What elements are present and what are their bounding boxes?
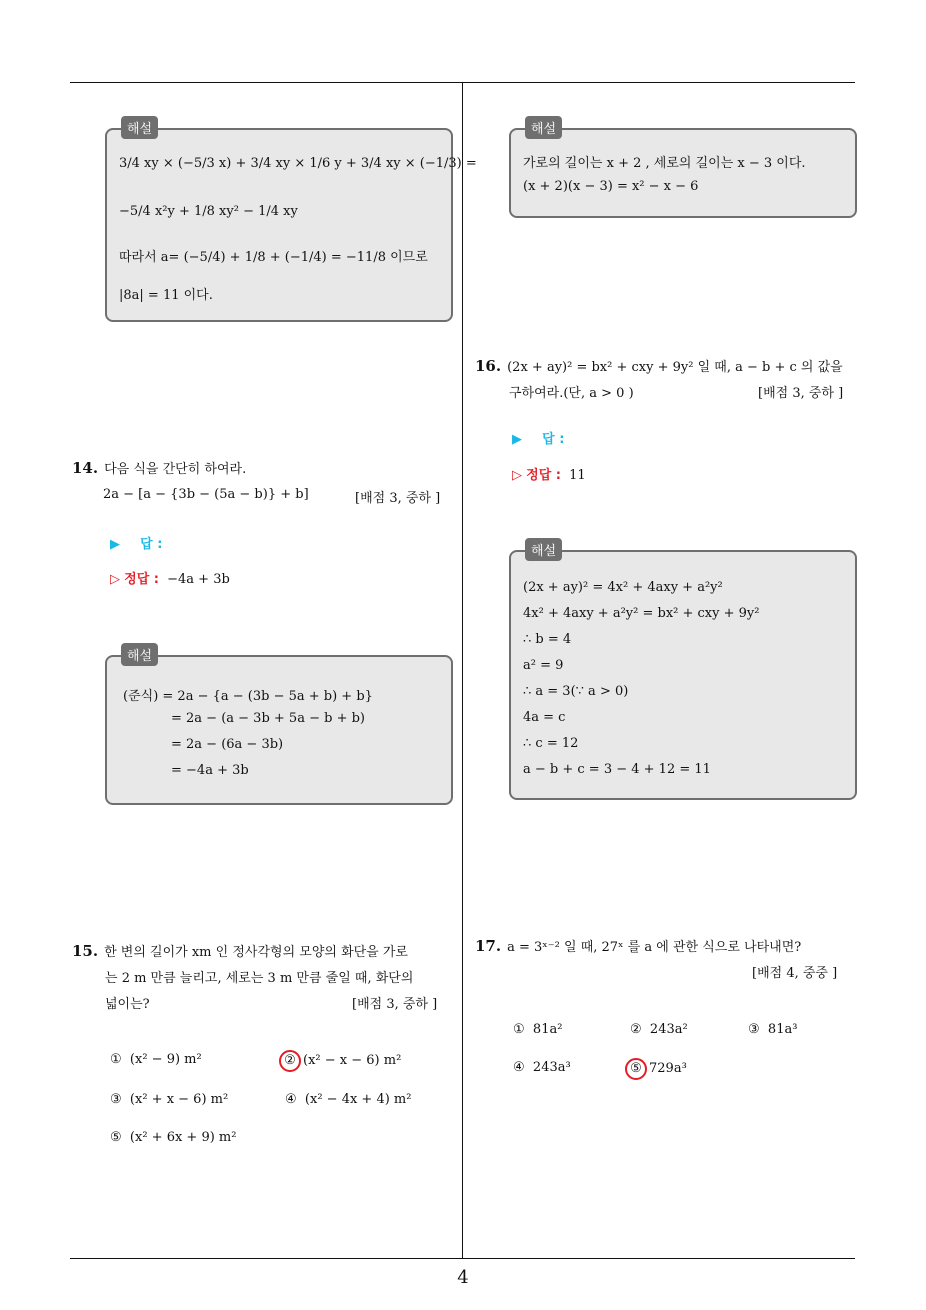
correct-label: 정답 : [124,572,159,587]
choice-1[interactable] [513,1022,562,1037]
explanation-line: ∴ c = 12 [523,736,579,751]
score-label: [배점 3, 중하 ] [758,386,844,401]
question-16 [475,356,843,375]
explanation-tag: 해설 [121,643,158,666]
choice-number: ① [513,1022,525,1037]
choice-text: (x² − 4x + 4) m² [304,1092,412,1107]
choice-number: ④ [513,1060,525,1075]
explanation-tag: 해설 [525,116,562,139]
choice-number: ⑤ [110,1130,122,1145]
play-icon: ▶ [512,432,522,447]
page-number: 4 [457,1267,469,1288]
column-divider [462,83,463,1258]
score-label: [배점 3, 중하 ] [355,491,441,506]
explanation-line: ∴ a = 3(∵ a > 0) [523,684,629,699]
choice-2-selected[interactable] [282,1050,401,1072]
choice-1[interactable] [110,1052,202,1067]
question-number: 14. [72,459,99,477]
question-text: (2x + ay)² = bx² + cxy + 9y² 일 때, a − b + c 의 값을 [507,360,843,375]
question-text: 한 변의 길이가 xm 인 정사각형의 모양의 화단을 가로 [104,945,408,960]
explanation-line: 따라서 a= (−5/4) + 1/8 + (−1/4) = −11/8 이므로 [119,250,428,265]
choice-number: ④ [285,1092,297,1107]
question-number: 17. [475,937,502,955]
question-number: 15. [72,942,99,960]
question-text: a = 3ˣ⁻² 일 때, 27ˣ 를 a 에 관한 식으로 나타내면? [507,940,802,955]
bottom-rule [70,1258,855,1259]
triangle-icon: ▷ [512,468,522,483]
explanation-line: (준식) = 2a − {a − (3b − 5a + b) + b} [123,689,373,704]
choice-4[interactable] [513,1060,571,1075]
choice-number: ⑤ [625,1058,647,1080]
explanation-line: = 2a − (a − 3b + 5a − b + b) [171,711,365,726]
choice-2[interactable] [630,1022,688,1037]
choice-number: ③ [748,1022,760,1037]
choice-text: (x² + 6x + 9) m² [129,1130,237,1145]
correct-answer-row [512,464,586,483]
explanation-line: 4a = c [523,710,566,725]
question-text-line: 는 2 m 만큼 늘리고, 세로는 3 m 만큼 줄일 때, 화단의 [105,971,414,986]
choice-number: ① [110,1052,122,1067]
correct-answer-row [110,568,230,587]
choice-3[interactable] [110,1092,228,1107]
choice-number: ③ [110,1092,122,1107]
answer-row [512,428,564,447]
choice-text: (x² − 9) m² [129,1052,202,1067]
choice-5-selected[interactable] [628,1058,687,1080]
explanation-line: ∴ b = 4 [523,632,572,647]
choice-3[interactable] [748,1022,797,1037]
question-number: 16. [475,357,502,375]
question-text-line: 구하여라.(단, a > 0 ) [509,386,634,401]
explanation-line: 가로의 길이는 x + 2 , 세로의 길이는 x − 3 이다. [523,156,806,171]
correct-answer: −4a + 3b [167,572,230,587]
explanation-tag: 해설 [525,538,562,561]
explanation-line: a² = 9 [523,658,564,673]
explanation-tag: 해설 [121,116,158,139]
choice-number: ② [279,1050,301,1072]
answer-label: 답 : [140,537,163,552]
play-icon: ▶ [110,537,120,552]
explanation-line: −5/4 x²y + 1/8 xy² − 1/4 xy [119,204,298,219]
score-label: [배점 4, 중중 ] [752,966,838,981]
explanation-line: a − b + c = 3 − 4 + 12 = 11 [523,762,711,777]
choice-text: (x² + x − 6) m² [129,1092,229,1107]
explanation-line: = −4a + 3b [171,763,249,778]
question-text-line: 넓이는? [105,997,150,1012]
choice-4[interactable] [285,1092,411,1107]
question-text: 다음 식을 간단히 하여라. [104,462,247,477]
score-label: [배점 3, 중하 ] [352,997,438,1012]
triangle-icon: ▷ [110,572,120,587]
explanation-box-14 [105,649,453,805]
answer-row [110,533,162,552]
explanation-line: |8a| = 11 이다. [119,288,213,303]
question-expression: 2a − [a − {3b − (5a − b)} + b] [103,487,309,502]
question-17 [475,936,801,955]
explanation-box-15 [509,122,857,218]
choice-text: 729a³ [649,1061,687,1076]
explanation-line: (x + 2)(x − 3) = x² − x − 6 [523,179,699,194]
answer-label: 답 : [542,432,565,447]
choice-text: 81a² [532,1022,563,1037]
explanation-line: 4x² + 4axy + a²y² = bx² + cxy + 9y² [523,606,760,621]
choice-text: (x² − x − 6) m² [303,1053,402,1068]
choice-text: 243a² [649,1022,688,1037]
explanation-box-13 [105,122,477,322]
explanation-line: = 2a − (6a − 3b) [171,737,284,752]
question-14 [72,458,246,477]
correct-label: 정답 : [526,468,561,483]
choice-5[interactable] [110,1130,236,1145]
choice-text: 81a³ [767,1022,798,1037]
explanation-box-16 [509,544,857,800]
choice-number: ② [630,1022,642,1037]
explanation-line: 3/4 xy × (−5/3 x) + 3/4 xy × 1/6 y + 3/4 xy × (−1/3) = [119,156,477,171]
correct-answer: 11 [569,468,586,483]
choice-text: 243a³ [532,1060,571,1075]
explanation-line: (2x + ay)² = 4x² + 4axy + a²y² [523,580,723,595]
question-15 [72,941,408,960]
